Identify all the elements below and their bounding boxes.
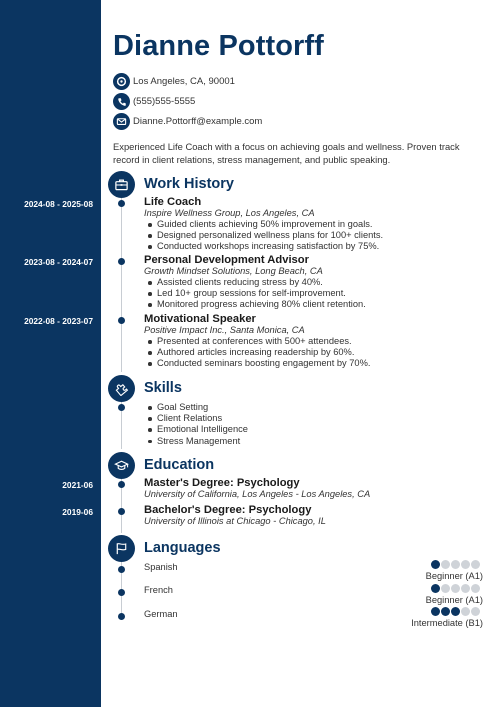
list-item: Conducted seminars boosting engagement by 70%.: [145, 358, 370, 369]
contact-location: [113, 73, 235, 90]
list-item: Led 10+ group sessions for self-improvement.: [145, 288, 366, 299]
language-2-name: French: [144, 585, 173, 595]
list-item: Conducted workshops increasing satisfaction by 75%.: [145, 241, 383, 252]
job-2-dates: 2023-08 - 2024-07: [24, 257, 93, 267]
section-title-skills: Skills: [144, 380, 182, 396]
left-sidebar-band: [0, 0, 101, 707]
list-item: Stress Management: [145, 436, 248, 447]
language-1-rating: [431, 560, 481, 569]
rating-dot-empty: [441, 560, 450, 569]
rating-dot-empty: [451, 560, 460, 569]
job-1-company: Inspire Wellness Group, Los Angeles, CA: [144, 208, 315, 218]
rating-dot-empty: [461, 607, 470, 616]
skills-list: [145, 402, 248, 447]
location-pin-icon: [113, 73, 130, 90]
language-2-rating: [431, 584, 481, 593]
list-item: Authored articles increasing readership by 60%.: [145, 347, 370, 358]
rating-dot-filled: [451, 607, 460, 616]
graduation-cap-icon: [108, 452, 135, 479]
job-2-bullets: [145, 277, 366, 311]
job-3-dates: 2022-08 - 2023-07: [24, 316, 93, 326]
rating-dot-empty: [461, 584, 470, 593]
location-text: Los Angeles, CA, 90001: [133, 76, 235, 87]
professional-summary: Experienced Life Coach with a focus on achieving goals and wellness. Proven track record in client relations, stress management, and public speaking.: [113, 141, 460, 165]
section-title-work-history: Work History: [144, 176, 234, 192]
list-item: Goal Setting: [145, 402, 248, 413]
language-1-name: Spanish: [144, 562, 178, 572]
job-2-company: Growth Mindset Solutions, Long Beach, CA: [144, 266, 323, 276]
rating-dot-empty: [471, 607, 480, 616]
job-3-bullets: [145, 336, 370, 370]
rating-dot-empty: [471, 560, 480, 569]
list-item: Guided clients achieving 50% improvement in goals.: [145, 219, 383, 230]
timeline-dot: [118, 404, 125, 411]
timeline-dot: [118, 566, 125, 573]
timeline-dot: [118, 508, 125, 515]
language-2-level: Beginner (A1): [425, 595, 483, 605]
job-1-bullets: [145, 219, 383, 253]
rating-dot-empty: [451, 584, 460, 593]
flag-icon: [108, 535, 135, 562]
section-title-languages: Languages: [144, 540, 221, 556]
contact-email: [113, 113, 262, 130]
job-3-company: Positive Impact Inc., Santa Monica, CA: [144, 325, 305, 335]
education-1-date: 2021-06: [62, 480, 93, 490]
email-link[interactable]: Dianne.Pottorff@example.com: [133, 116, 263, 127]
job-1-dates: 2024-08 - 2025-08: [24, 199, 93, 209]
language-1-level: Beginner (A1): [425, 571, 483, 581]
education-1-school: University of California, Los Angeles - Los Angeles, CA: [144, 489, 371, 499]
job-1-title: Life Coach: [144, 196, 202, 208]
list-item: Designed personalized wellness plans for 100+ clients.: [145, 230, 383, 241]
section-title-education: Education: [144, 457, 215, 473]
timeline-line-work: [121, 196, 122, 372]
language-3-rating: [431, 607, 481, 616]
timeline-dot: [118, 200, 125, 207]
language-3-name: German: [144, 609, 178, 619]
education-2-school: University of Illinois at Chicago - Chicago, IL: [144, 516, 326, 526]
education-2-degree: Bachelor's Degree: Psychology: [144, 504, 312, 516]
puzzle-piece-icon: [108, 375, 135, 402]
rating-dot-filled: [431, 560, 440, 569]
rating-dot-filled: [431, 607, 440, 616]
list-item: Emotional Intelligence: [145, 424, 248, 435]
rating-dot-empty: [441, 584, 450, 593]
list-item: Client Relations: [145, 413, 248, 424]
phone-icon: [113, 93, 130, 110]
education-1-degree: Master's Degree: Psychology: [144, 477, 300, 489]
list-item: Presented at conferences with 500+ attendees.: [145, 336, 370, 347]
list-item: Assisted clients reducing stress by 40%.: [145, 277, 366, 288]
job-2-title: Personal Development Advisor: [144, 254, 309, 266]
education-2-date: 2019-06: [62, 507, 93, 517]
candidate-name: Dianne Pottorff: [113, 30, 324, 62]
timeline-dot: [118, 258, 125, 265]
timeline-dot: [118, 317, 125, 324]
rating-dot-empty: [471, 584, 480, 593]
language-3-level: Intermediate (B1): [411, 618, 483, 628]
rating-dot-empty: [461, 560, 470, 569]
timeline-dot: [118, 589, 125, 596]
contact-phone: [113, 93, 195, 110]
rating-dot-filled: [441, 607, 450, 616]
job-3-title: Motivational Speaker: [144, 313, 256, 325]
timeline-dot: [118, 613, 125, 620]
timeline-dot: [118, 481, 125, 488]
briefcase-icon: [108, 171, 135, 198]
list-item: Monitored progress achieving 80% client retention.: [145, 299, 366, 310]
envelope-icon: [113, 113, 130, 130]
phone-text: (555)555-5555: [133, 96, 196, 107]
rating-dot-filled: [431, 584, 440, 593]
